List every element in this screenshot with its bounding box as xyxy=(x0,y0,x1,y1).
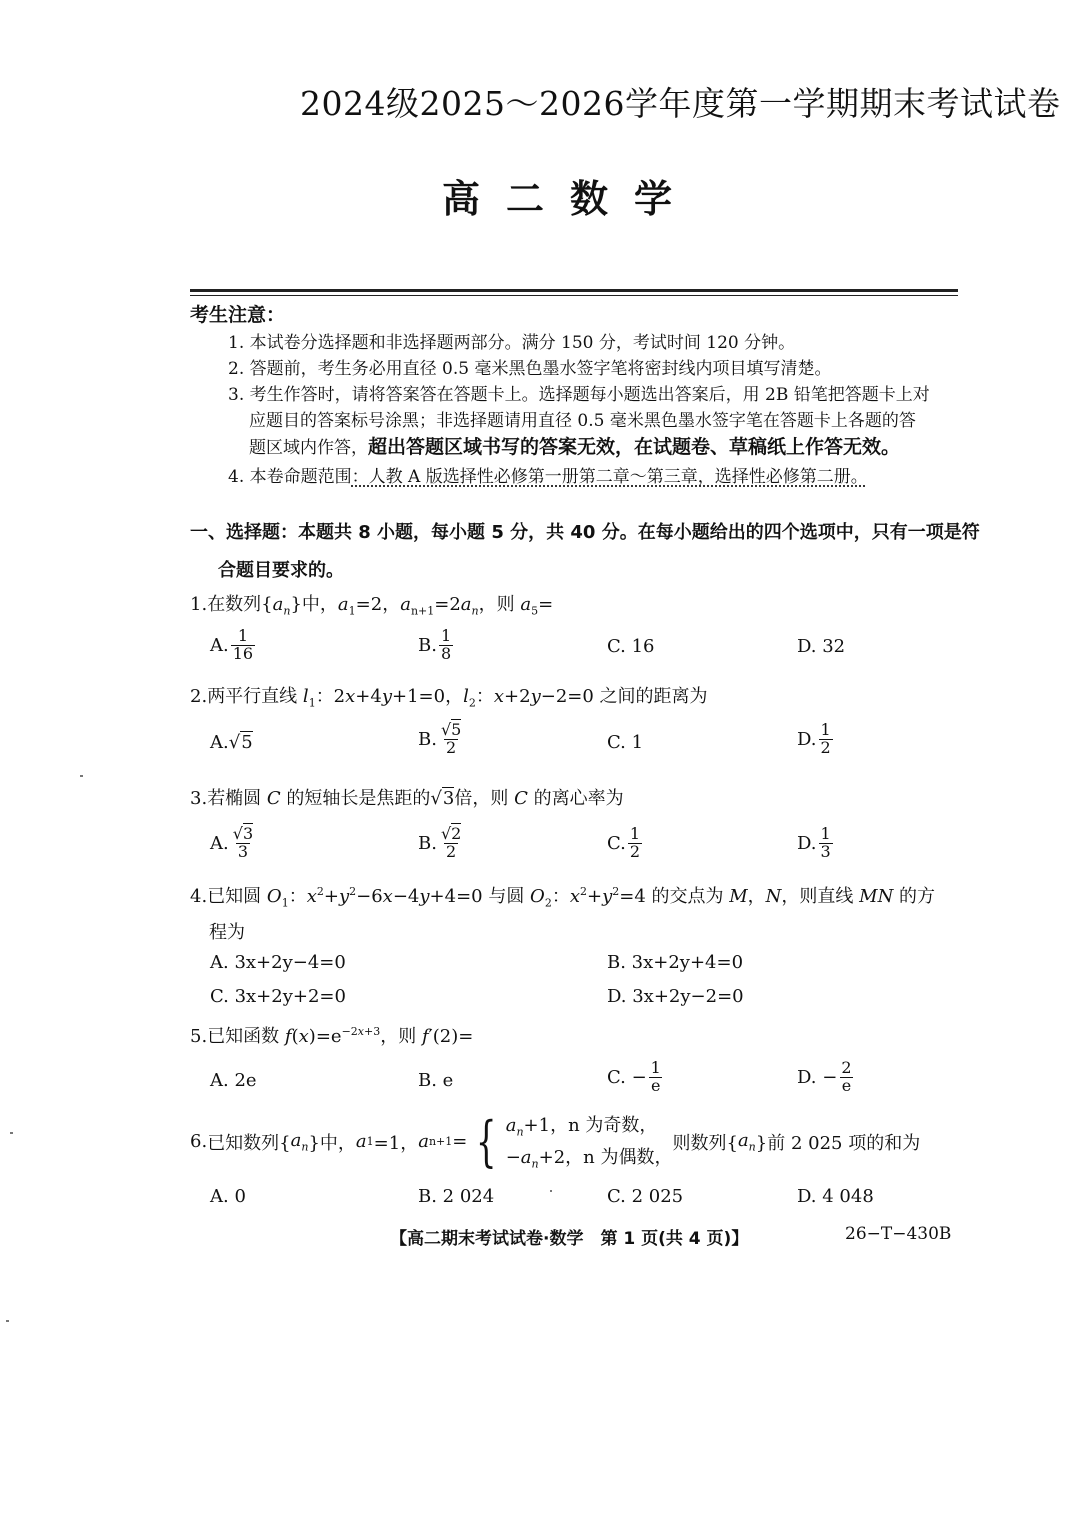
stem-text: = xyxy=(315,1026,331,1047)
section-header: 一、选择题：本题共 8 小题，每小题 5 分，共 40 分。在每小题给出的四个选项中，只有一项是符 xyxy=(190,522,980,543)
stem-text: ： xyxy=(288,886,307,907)
option-value: 16 xyxy=(631,636,655,657)
option-5b[interactable]: B. e xyxy=(418,1070,454,1091)
option-value: 0 xyxy=(234,1186,246,1207)
question-number: 6. xyxy=(190,1131,208,1153)
question-4-stem: 4.已知圆 $O_1$：$x^2+y^2-6x-4y+4=0$ 与圆 $O_2$：$x^2+y^2=4$ 的交点为 M，N，则直线 MN 的方 xyxy=(190,885,936,910)
stem-text: 倍，则 xyxy=(454,788,515,809)
case-even: $-a_n+2$，n 为偶数， xyxy=(505,1146,673,1171)
stem-text: 已知圆 xyxy=(207,886,267,907)
section-header-cont: 合题目要求的。 xyxy=(218,560,344,581)
stem-text: }中， xyxy=(308,1132,356,1154)
stem-text: ，则 xyxy=(478,594,521,615)
option-2c[interactable]: C. 1 xyxy=(607,732,644,753)
stem-text: (2)= xyxy=(432,1026,474,1047)
header-rule-thin xyxy=(190,295,958,296)
option-5d[interactable]: D. − $\frac{2}{e}$ xyxy=(797,1058,852,1095)
subject-title: 高二数学 xyxy=(441,176,698,221)
fraction: $\frac{√5}{2}$ xyxy=(440,720,462,757)
option-6a[interactable]: A. 0 xyxy=(210,1186,246,1207)
option-4d[interactable]: D. 3x+2y−2=0 xyxy=(607,986,744,1007)
stem-text: 已知函数 xyxy=(207,1026,285,1047)
header-rule-thick xyxy=(190,289,958,292)
question-number: 1. xyxy=(190,594,208,615)
option-5a[interactable]: A. 2e xyxy=(210,1070,257,1091)
option-value: 2 024 xyxy=(442,1186,495,1207)
option-2d[interactable]: D. $\frac{1}{2}$ xyxy=(797,720,831,757)
stem-text: =2， xyxy=(355,594,401,615)
option-2b[interactable]: B. $\frac{√5}{2}$ xyxy=(418,720,462,757)
exam-title: 2024级2025～2026学年度第一学期期末考试试卷 xyxy=(300,84,1061,123)
piecewise xyxy=(467,1110,672,1174)
stem-text: 的短轴长是焦距的 xyxy=(280,788,431,809)
stem-text: 若椭圆 xyxy=(207,788,267,809)
question-4-stem-cont: 程为 xyxy=(209,922,245,943)
question-5-stem: 5.已知函数 $f(x)=e^{-2x+3}$，则 f′(2)= xyxy=(190,1025,474,1047)
option-6c[interactable]: C. 2 025 xyxy=(607,1186,684,1207)
notice-item-3-line3-text: 题区域内作答， xyxy=(249,438,368,458)
option-6b[interactable]: B. 2 024 xyxy=(418,1186,495,1207)
scan-speck xyxy=(550,1190,552,1192)
stem-text: ： xyxy=(551,886,570,907)
stem-text: ，则 xyxy=(380,1026,422,1047)
fraction: $\frac{√2}{2}$ xyxy=(440,824,462,861)
option-3c[interactable]: C. $\frac{1}{2}$ xyxy=(607,824,641,861)
question-number: 3. xyxy=(190,788,208,809)
option-value: e xyxy=(442,1070,454,1091)
stem-text: +2 xyxy=(504,686,531,707)
option-4a[interactable]: A. 3x+2y−4=0 xyxy=(210,952,346,973)
stem-text: −6 xyxy=(356,886,383,907)
fraction: $\frac{1}{8}$ xyxy=(440,626,452,663)
question-3-stem: 3.若椭圆 C 的短轴长是焦距的√3倍，则 C 的离心率为 xyxy=(190,788,624,809)
stem-text: −2=0 之间的距离为 xyxy=(540,686,708,707)
stem-text: ：2 xyxy=(315,686,346,707)
notice-item-3-line3 xyxy=(249,432,900,459)
notice-item-4-prefix: 4. 本卷命题范围 xyxy=(228,467,352,487)
fraction: $\frac{1}{16}$ xyxy=(232,626,254,663)
question-number: 2. xyxy=(190,686,208,707)
notice-item-4-range: ：人教 A 版选择性必修第一册第二章～第三章，选择性必修第二册。 xyxy=(351,467,868,487)
option-1a[interactable]: A. $\frac{1}{16}$ xyxy=(210,626,254,663)
brace-symbol: { xyxy=(476,1109,497,1173)
piecewise-cases xyxy=(506,1110,673,1174)
scan-speck xyxy=(80,775,83,777)
option-1c[interactable]: C. 16 xyxy=(607,636,655,657)
notice-item-1: 1. 本试卷分选择题和非选择题两部分。满分 150 分，考试时间 120 分钟。 xyxy=(228,333,796,353)
question-6-stem: 6. 已知数列{ $a_n$ }中， a 1 =1， a n+1 = { $a_n+1$，n 为奇数， $-a_n+2$，n 为偶数， 则数列{ $a_n$ }前 2 025 项的和为 xyxy=(190,1109,921,1173)
fraction: $\frac{1}{2}$ xyxy=(629,824,641,861)
case-text: +2，n 为偶数， xyxy=(538,1146,673,1168)
notice-heading: 考生注意： xyxy=(190,304,286,326)
stem-text: ，则直线 xyxy=(781,886,860,907)
stem-text: =1， xyxy=(373,1132,419,1154)
page-footer: 【高二期末考试试卷·数学 第 1 页(共 4 页)】 xyxy=(390,1229,749,1249)
stem-text: 在数列{ xyxy=(207,594,273,615)
option-1d[interactable]: D. 32 xyxy=(797,636,846,657)
option-value: 2 025 xyxy=(631,1186,684,1207)
notice-item-3-line1: 3. 考生作答时，请将答案答在答题卡上。选择题每小题选出答案后，用 2B 铅笔把答题卡上对 xyxy=(228,385,930,405)
stem-text: ： xyxy=(475,686,494,707)
option-value: 1 xyxy=(631,732,644,753)
stem-text: = xyxy=(452,1131,468,1153)
stem-text: −4 xyxy=(392,886,420,907)
stem-text: +4 xyxy=(355,686,382,707)
option-value: 4 048 xyxy=(822,1186,874,1207)
option-value: 2e xyxy=(234,1070,257,1091)
question-number: 5. xyxy=(190,1026,208,1047)
scan-speck xyxy=(10,1132,13,1134)
option-3b[interactable]: B. $\frac{√2}{2}$ xyxy=(418,824,462,861)
stem-text: = xyxy=(538,594,554,615)
stem-text: +1=0， xyxy=(392,686,464,707)
question-number: 4. xyxy=(190,886,208,907)
option-3a[interactable]: A. $\frac{√3}{3}$ xyxy=(210,824,254,861)
option-value: 32 xyxy=(822,636,846,657)
sqrt-symbol: √3 xyxy=(430,788,455,809)
stem-text: + xyxy=(323,886,339,907)
stem-text: 的离心率为 xyxy=(527,788,624,809)
option-4c[interactable]: C. 3x+2y+2=0 xyxy=(210,986,346,1007)
stem-text: 两平行直线 xyxy=(207,686,303,707)
fraction: $\frac{1}{2}$ xyxy=(820,720,831,757)
question-2-stem: 2.两平行直线 $l_1$：2x+4y+1=0，$l_2$：x+2y−2=0 之间的距离为 xyxy=(190,686,708,710)
stem-text: =2 xyxy=(434,594,461,615)
notice-emphasis: 超出答题区域书写的答案无效，在试题卷、草稿纸上作答无效。 xyxy=(368,436,901,458)
stem-text: + xyxy=(586,886,603,907)
stem-text: 已知数列{ xyxy=(207,1132,291,1154)
case-odd: $a_n+1$，n 为奇数， xyxy=(505,1115,658,1139)
stem-text: }前 2 025 项的和为 xyxy=(755,1132,921,1154)
stem-text: 的方 xyxy=(893,886,936,907)
notice-item-3-line2: 应题目的答案标号涂黑；非选择题请用直径 0.5 毫米黑色墨水签字笔在答题卡上各题的答 xyxy=(249,411,916,431)
stem-text: }中， xyxy=(290,594,338,615)
fraction: $\frac{√3}{3}$ xyxy=(232,824,254,861)
fraction: $\frac{1}{3}$ xyxy=(820,824,831,861)
stem-text: =4 的交点为 xyxy=(619,886,730,907)
stem-text: +4=0 与圆 xyxy=(429,886,531,907)
case-text: +1，n 为奇数， xyxy=(523,1115,658,1136)
notice-item-4 xyxy=(228,462,868,487)
option-6d[interactable]: D. 4 048 xyxy=(797,1186,874,1207)
exam-code: 26−T−430B xyxy=(845,1224,952,1244)
notice-item-2: 2. 答题前，考生务必用直径 0.5 毫米黑色墨水签字笔将密封线内项目填写清楚。 xyxy=(228,359,832,379)
option-3d[interactable]: D. $\frac{1}{3}$ xyxy=(797,824,831,861)
option-2a[interactable]: A. √5 xyxy=(210,732,253,753)
sqrt-symbol: √5 xyxy=(228,732,253,753)
option-1b[interactable]: B. $\frac{1}{8}$ xyxy=(418,626,452,663)
scan-speck xyxy=(6,1320,9,1322)
fraction: $\frac{2}{e}$ xyxy=(841,1058,852,1095)
stem-text: 则数列{ xyxy=(672,1132,738,1154)
option-4b[interactable]: B. 3x+2y+4=0 xyxy=(607,952,744,973)
question-1-stem: 1.在数列$\{a_n\}$中，$a_1=2$，$a_{n+1}=2a_n$，则 $a_5=$ xyxy=(190,594,554,618)
option-5c[interactable]: C. − $\frac{1}{e}$ xyxy=(607,1058,661,1095)
fraction: $\frac{1}{e}$ xyxy=(650,1058,661,1095)
